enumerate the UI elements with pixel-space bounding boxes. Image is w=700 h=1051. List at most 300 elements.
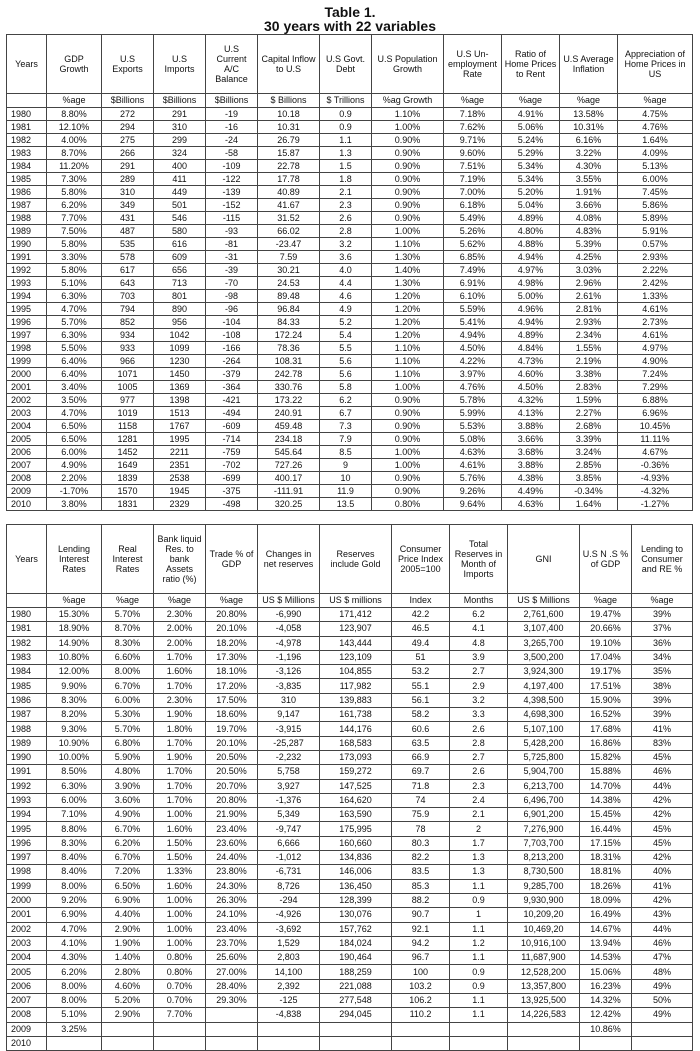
value-cell: -96: [206, 303, 258, 316]
unit-cell: %age: [154, 594, 206, 608]
year-cell: 2006: [7, 446, 47, 459]
year-cell: 1993: [7, 277, 47, 290]
value-cell: 17.04%: [580, 650, 632, 664]
value-cell: 0.70%: [154, 994, 206, 1008]
value-cell: 0.9: [320, 121, 372, 134]
value-cell: 8.70%: [47, 147, 102, 160]
value-cell: -759: [206, 446, 258, 459]
value-cell: 3.22%: [560, 147, 618, 160]
year-cell: 1996: [7, 836, 47, 850]
value-cell: 2.96%: [560, 277, 618, 290]
year-cell: 1994: [7, 808, 47, 822]
value-cell: 37%: [632, 622, 693, 636]
value-cell: -1,376: [258, 793, 320, 807]
value-cell: 966: [102, 355, 154, 368]
year-cell: 1981: [7, 121, 47, 134]
column-header: U.S Current A/C Balance: [206, 35, 258, 94]
value-cell: 310: [258, 693, 320, 707]
value-cell: -23.47: [258, 238, 320, 251]
unit-cell: %age: [47, 594, 102, 608]
value-cell: 28.40%: [206, 979, 258, 993]
value-cell: -16: [206, 121, 258, 134]
value-cell: 163,590: [320, 808, 392, 822]
value-cell: 1.7: [450, 836, 508, 850]
value-cell: 4.9: [320, 303, 372, 316]
value-cell: 5.49%: [444, 212, 502, 225]
column-header: U.S Population Growth: [372, 35, 444, 94]
value-cell: 933: [102, 342, 154, 355]
value-cell: 45%: [632, 750, 693, 764]
value-cell: 123,907: [320, 622, 392, 636]
value-cell: 4.1: [450, 622, 508, 636]
unit-cell: Index: [392, 594, 450, 608]
value-cell: 977: [102, 394, 154, 407]
value-cell: 8.30%: [47, 836, 102, 850]
column-header: Capital Inflow to U.S: [258, 35, 320, 94]
value-cell: 144,176: [320, 722, 392, 736]
value-cell: 3.88%: [502, 459, 560, 472]
value-cell: 1839: [102, 472, 154, 485]
value-cell: 6.16%: [560, 134, 618, 147]
value-cell: 8.00%: [47, 879, 102, 893]
value-cell: 852: [102, 316, 154, 329]
value-cell: [206, 1022, 258, 1036]
value-cell: 14.70%: [580, 779, 632, 793]
value-cell: 20.80%: [206, 608, 258, 622]
value-cell: 10.80%: [47, 650, 102, 664]
value-cell: -4,058: [258, 622, 320, 636]
table-row: [7, 485, 693, 498]
value-cell: 3.66%: [560, 199, 618, 212]
value-cell: 5,725,800: [508, 750, 580, 764]
year-cell: 1989: [7, 736, 47, 750]
year-cell: 2010: [7, 498, 47, 511]
table-row: [7, 368, 693, 381]
year-cell: 2003: [7, 407, 47, 420]
value-cell: 7.51%: [444, 160, 502, 173]
value-cell: -3,692: [258, 922, 320, 936]
value-cell: 1.1: [450, 879, 508, 893]
table-row: [7, 446, 693, 459]
value-cell: [632, 1022, 693, 1036]
value-cell: 40.89: [258, 186, 320, 199]
year-cell: 1996: [7, 316, 47, 329]
year-cell: 1999: [7, 879, 47, 893]
table-row: [7, 765, 693, 779]
value-cell: -609: [206, 420, 258, 433]
value-cell: -2,232: [258, 750, 320, 764]
table-row: [7, 736, 693, 750]
value-cell: 221,088: [320, 979, 392, 993]
value-cell: 49%: [632, 979, 693, 993]
value-cell: 4.22%: [444, 355, 502, 368]
value-cell: 4,698,300: [508, 708, 580, 722]
value-cell: 240.91: [258, 407, 320, 420]
value-cell: 3.90%: [102, 779, 154, 793]
value-cell: 117,982: [320, 679, 392, 693]
year-cell: 1992: [7, 264, 47, 277]
value-cell: 21.90%: [206, 808, 258, 822]
value-cell: 8.00%: [47, 994, 102, 1008]
value-cell: 727.26: [258, 459, 320, 472]
value-cell: 3,265,700: [508, 636, 580, 650]
column-header: U.S N .S % of GDP: [580, 525, 632, 594]
value-cell: 4.50%: [444, 342, 502, 355]
value-cell: 5.29%: [502, 147, 560, 160]
value-cell: 6.88%: [618, 394, 693, 407]
value-cell: -702: [206, 459, 258, 472]
value-cell: 1.3: [450, 865, 508, 879]
value-cell: 60.6: [392, 722, 450, 736]
year-cell: 1986: [7, 186, 47, 199]
value-cell: 0.90%: [372, 199, 444, 212]
value-cell: 656: [154, 264, 206, 277]
value-cell: 13,925,500: [508, 994, 580, 1008]
value-cell: 5.80%: [47, 186, 102, 199]
value-cell: 3,500,200: [508, 650, 580, 664]
value-cell: 5.10%: [47, 1008, 102, 1022]
value-cell: 128,399: [320, 893, 392, 907]
table-row: [7, 879, 693, 893]
year-cell: 1981: [7, 622, 47, 636]
value-cell: 2.7: [450, 750, 508, 764]
value-cell: 0.80%: [372, 498, 444, 511]
value-cell: 23.70%: [206, 936, 258, 950]
value-cell: 4.90%: [102, 808, 154, 822]
value-cell: 143,444: [320, 636, 392, 650]
value-cell: 2.6: [450, 722, 508, 736]
table-row: [7, 622, 693, 636]
value-cell: 17.15%: [580, 836, 632, 850]
value-cell: 4.30%: [560, 160, 618, 173]
value-cell: 19.17%: [580, 665, 632, 679]
value-cell: 173.22: [258, 394, 320, 407]
value-cell: 1.00%: [154, 893, 206, 907]
value-cell: 459.48: [258, 420, 320, 433]
value-cell: 2.93%: [560, 316, 618, 329]
value-cell: 2.9: [450, 679, 508, 693]
value-cell: 6.10%: [444, 290, 502, 303]
value-cell: 0.90%: [372, 472, 444, 485]
value-cell: 5,428,200: [508, 736, 580, 750]
table-row: [7, 865, 693, 879]
value-cell: 1.60%: [154, 822, 206, 836]
value-cell: 6.60%: [102, 650, 154, 664]
value-cell: -6,731: [258, 865, 320, 879]
table-row: [7, 394, 693, 407]
value-cell: 3.88%: [502, 420, 560, 433]
value-cell: 2.81%: [560, 303, 618, 316]
unit-cell: %ag Growth: [372, 94, 444, 108]
value-cell: 17.78: [258, 173, 320, 186]
value-cell: 11.9: [320, 485, 372, 498]
value-cell: 1.70%: [154, 679, 206, 693]
value-cell: 39%: [632, 708, 693, 722]
value-cell: 4.60%: [502, 368, 560, 381]
value-cell: 5.59%: [444, 303, 502, 316]
year-cell: 2001: [7, 381, 47, 394]
value-cell: 25.60%: [206, 951, 258, 965]
value-cell: 4.67%: [618, 446, 693, 459]
value-cell: 1.40%: [102, 951, 154, 965]
value-cell: 3.80%: [47, 498, 102, 511]
value-cell: 6.40%: [47, 355, 102, 368]
value-cell: 10.86%: [580, 1022, 632, 1036]
value-cell: -4.32%: [618, 485, 693, 498]
value-cell: 4.88%: [502, 238, 560, 251]
value-cell: 190,464: [320, 951, 392, 965]
value-cell: 501: [154, 199, 206, 212]
value-cell: -122: [206, 173, 258, 186]
value-cell: 9.26%: [444, 485, 502, 498]
table-row: [7, 238, 693, 251]
value-cell: 291: [154, 108, 206, 121]
value-cell: 324: [154, 147, 206, 160]
value-cell: 4.40%: [102, 908, 154, 922]
value-cell: 5.5: [320, 342, 372, 355]
value-cell: 43%: [632, 908, 693, 922]
value-cell: 8,726: [258, 879, 320, 893]
value-cell: 85.3: [392, 879, 450, 893]
year-cell: 1984: [7, 665, 47, 679]
value-cell: 578: [102, 251, 154, 264]
value-cell: 8.30%: [47, 693, 102, 707]
value-cell: 5,758: [258, 765, 320, 779]
value-cell: 38%: [632, 679, 693, 693]
value-cell: [47, 1036, 102, 1050]
table-row: [7, 108, 693, 121]
year-cell: 2005: [7, 965, 47, 979]
value-cell: 4.0: [320, 264, 372, 277]
value-cell: 40%: [632, 865, 693, 879]
value-cell: 801: [154, 290, 206, 303]
value-cell: 17.51%: [580, 679, 632, 693]
value-cell: 2: [450, 822, 508, 836]
value-cell: 8,730,500: [508, 865, 580, 879]
value-cell: -0.36%: [618, 459, 693, 472]
value-cell: 0.90%: [372, 433, 444, 446]
value-cell: 45%: [632, 822, 693, 836]
value-cell: 6.70%: [102, 851, 154, 865]
value-cell: -31: [206, 251, 258, 264]
value-cell: 8.50%: [47, 765, 102, 779]
value-cell: 2.6: [320, 212, 372, 225]
value-cell: 23.40%: [206, 922, 258, 936]
value-cell: 5.62%: [444, 238, 502, 251]
value-cell: 1.10%: [372, 108, 444, 121]
value-cell: 3.50%: [47, 394, 102, 407]
value-cell: 4.75%: [618, 108, 693, 121]
value-cell: -3,835: [258, 679, 320, 693]
value-cell: 6,901,200: [508, 808, 580, 822]
value-cell: 3,927: [258, 779, 320, 793]
value-cell: 82.2: [392, 851, 450, 865]
value-cell: 4.70%: [47, 407, 102, 420]
value-cell: 294: [102, 121, 154, 134]
table-row: [7, 160, 693, 173]
value-cell: 294,045: [320, 1008, 392, 1022]
value-cell: -364: [206, 381, 258, 394]
value-cell: 15.06%: [580, 965, 632, 979]
value-cell: 3.9: [450, 650, 508, 664]
value-cell: 1767: [154, 420, 206, 433]
value-cell: 78: [392, 822, 450, 836]
value-cell: 2.30%: [154, 693, 206, 707]
value-cell: 23.40%: [206, 822, 258, 836]
value-cell: 8.00%: [47, 979, 102, 993]
value-cell: 6.85%: [444, 251, 502, 264]
value-cell: 9.60%: [444, 147, 502, 160]
unit-cell: %age: [206, 594, 258, 608]
unit-cell: $Billions: [154, 94, 206, 108]
value-cell: 66.9: [392, 750, 450, 764]
value-cell: 15.88%: [580, 765, 632, 779]
value-cell: 106.2: [392, 994, 450, 1008]
value-cell: 6,666: [258, 836, 320, 850]
value-cell: 5.08%: [444, 433, 502, 446]
value-cell: 3.68%: [502, 446, 560, 459]
value-cell: 66.02: [258, 225, 320, 238]
value-cell: -0.34%: [560, 485, 618, 498]
value-cell: 580: [154, 225, 206, 238]
value-cell: 6.7: [320, 407, 372, 420]
value-cell: 17.20%: [206, 679, 258, 693]
value-cell: 0.90%: [372, 407, 444, 420]
value-cell: 1019: [102, 407, 154, 420]
value-cell: 41.67: [258, 199, 320, 212]
value-cell: 12.00%: [47, 665, 102, 679]
value-cell: -25,287: [258, 736, 320, 750]
table-row: [7, 251, 693, 264]
table-caption: Table 1.: [324, 4, 376, 20]
table-row: [7, 793, 693, 807]
year-cell: 1980: [7, 108, 47, 121]
value-cell: 703: [102, 290, 154, 303]
value-cell: [632, 1036, 693, 1050]
year-cell: 1990: [7, 750, 47, 764]
value-cell: 5.34%: [502, 160, 560, 173]
year-cell: 1998: [7, 865, 47, 879]
value-cell: 1.10%: [372, 342, 444, 355]
value-cell: 6.2: [320, 394, 372, 407]
value-cell: 14,100: [258, 965, 320, 979]
value-cell: 39%: [632, 693, 693, 707]
column-header: U.S Govt. Debt: [320, 35, 372, 94]
value-cell: 3,924,300: [508, 665, 580, 679]
value-cell: 5.70%: [102, 722, 154, 736]
year-cell: 1988: [7, 722, 47, 736]
table-row: [7, 147, 693, 160]
value-cell: 5.26%: [444, 225, 502, 238]
value-cell: [258, 1036, 320, 1050]
table-row: [7, 979, 693, 993]
value-cell: 9,147: [258, 708, 320, 722]
value-cell: 1.10%: [372, 368, 444, 381]
value-cell: 0.90%: [372, 160, 444, 173]
unit-cell: $Billions: [102, 94, 154, 108]
value-cell: 24.40%: [206, 851, 258, 865]
value-cell: 2.1: [450, 808, 508, 822]
value-cell: 130,076: [320, 908, 392, 922]
value-cell: 4.08%: [560, 212, 618, 225]
value-cell: 2351: [154, 459, 206, 472]
table-row: [7, 908, 693, 922]
table-row: [7, 936, 693, 950]
table-row: [7, 665, 693, 679]
value-cell: 2.3: [450, 779, 508, 793]
year-cell: 1991: [7, 251, 47, 264]
value-cell: 14,226,583: [508, 1008, 580, 1022]
value-cell: 157,762: [320, 922, 392, 936]
value-cell: 3.85%: [560, 472, 618, 485]
value-cell: 4.89%: [502, 329, 560, 342]
value-cell: 2.80%: [102, 965, 154, 979]
value-cell: 4,197,400: [508, 679, 580, 693]
year-cell: 2004: [7, 951, 47, 965]
value-cell: 1.8: [320, 173, 372, 186]
column-header: Lending Interest Rates: [47, 525, 102, 594]
value-cell: 6.80%: [102, 736, 154, 750]
value-cell: 5,349: [258, 808, 320, 822]
value-cell: 5.99%: [444, 407, 502, 420]
value-cell: 4.10%: [47, 936, 102, 950]
value-cell: 3,107,400: [508, 622, 580, 636]
value-cell: 4.25%: [560, 251, 618, 264]
macro-variables-table-2: [6, 524, 693, 1051]
value-cell: 1.00%: [372, 459, 444, 472]
value-cell: 0.9: [320, 108, 372, 121]
value-cell: -1.27%: [618, 498, 693, 511]
value-cell: 16.52%: [580, 708, 632, 722]
value-cell: 8.40%: [47, 851, 102, 865]
value-cell: 9,930,900: [508, 893, 580, 907]
value-cell: 2.22%: [618, 264, 693, 277]
value-cell: 1.50%: [154, 836, 206, 850]
value-cell: 74: [392, 793, 450, 807]
value-cell: -4,926: [258, 908, 320, 922]
value-cell: 0.80%: [154, 965, 206, 979]
value-cell: 310: [102, 186, 154, 199]
value-cell: [154, 1022, 206, 1036]
value-cell: 84.33: [258, 316, 320, 329]
value-cell: 3.39%: [560, 433, 618, 446]
value-cell: 3.24%: [560, 446, 618, 459]
value-cell: 4.6: [320, 290, 372, 303]
value-cell: 7.30%: [47, 173, 102, 186]
value-cell: 1.3: [450, 851, 508, 865]
value-cell: 1.00%: [154, 808, 206, 822]
value-cell: 2.00%: [154, 622, 206, 636]
value-cell: 4.96%: [502, 303, 560, 316]
value-cell: 7,703,700: [508, 836, 580, 850]
value-cell: 164,620: [320, 793, 392, 807]
value-cell: 713: [154, 277, 206, 290]
value-cell: 14.38%: [580, 793, 632, 807]
value-cell: 3.25%: [47, 1022, 102, 1036]
value-cell: [102, 1022, 154, 1036]
column-header: Trade % of GDP: [206, 525, 258, 594]
value-cell: 12,528,200: [508, 965, 580, 979]
value-cell: 173,093: [320, 750, 392, 764]
value-cell: 13,357,800: [508, 979, 580, 993]
value-cell: -699: [206, 472, 258, 485]
value-cell: -498: [206, 498, 258, 511]
value-cell: 4,398,500: [508, 693, 580, 707]
value-cell: 188,259: [320, 965, 392, 979]
value-cell: 2,761,600: [508, 608, 580, 622]
value-cell: 3.38%: [560, 368, 618, 381]
value-cell: -98: [206, 290, 258, 303]
